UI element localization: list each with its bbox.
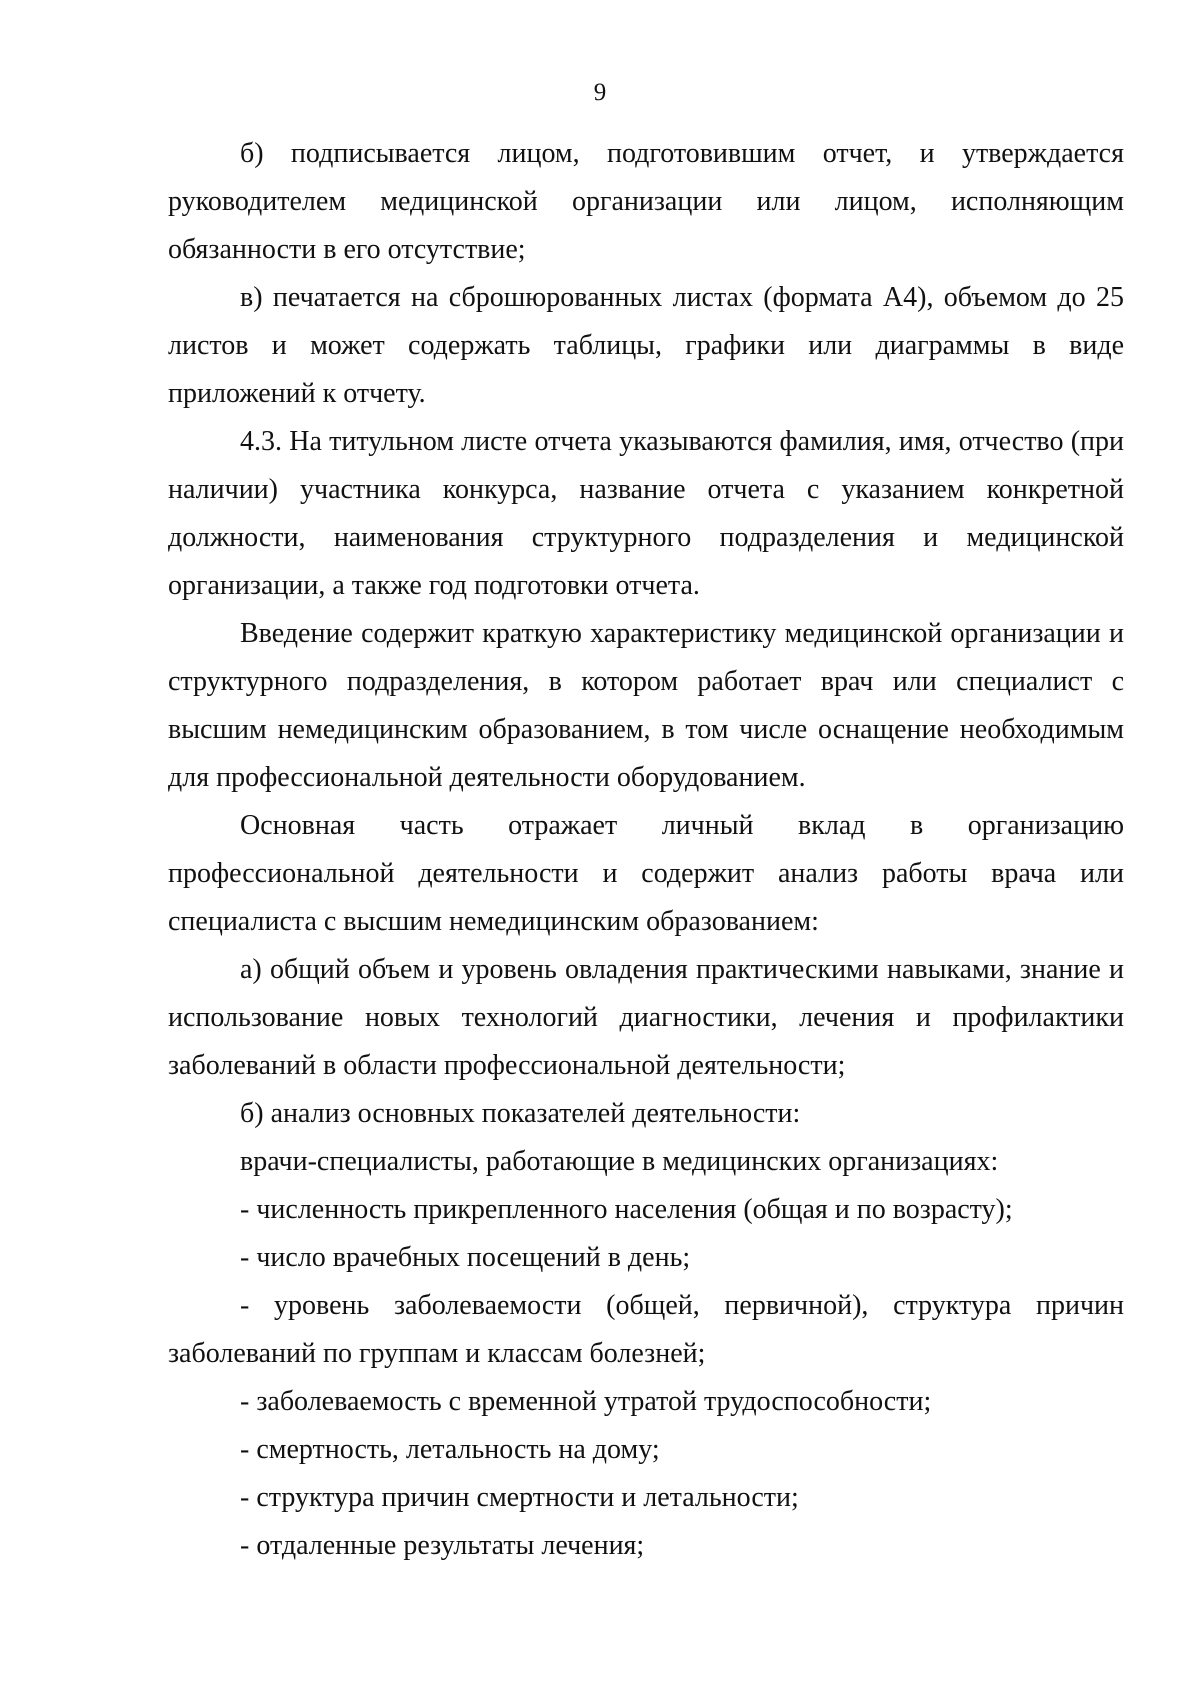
list-item: - число врачебных посещений в день;	[240, 1242, 691, 1273]
paragraph-a-practical-skills: а) общий объем и уровень овладения практическими навыками, знание и использование новых технологий диагностики, лечения и профилактики заболеваний в области профессиональной деятельности;	[168, 954, 1124, 1081]
paragraph-v-printing: в) печатается на сброшюрованных листах (формата А4), объемом до 25 листов и может содержать таблицы, графики или диаграммы в виде приложений к отчету.	[168, 282, 1124, 409]
list-item: - структура причин смертности и летальности;	[240, 1482, 799, 1513]
paragraph-b-signing: б) подписывается лицом, подготовившим отчет, и утверждается руководителем медицинской организации или лицом, исполняющим обязанности в его отсутствие;	[168, 138, 1124, 265]
document-body	[168, 130, 1124, 1570]
list-item: - заболеваемость с временной утратой трудоспособности;	[240, 1386, 932, 1417]
paragraph-4-3-title-page: 4.3. На титульном листе отчета указываются фамилия, имя, отчество (при наличии) участника конкурса, название отчета с указанием конкретной должности, наименования структурного подразделения и медицинской организации, а также год подготовки отчета.	[168, 426, 1124, 601]
list-item: - численность прикрепленного населения (общая и по возрасту);	[240, 1194, 1013, 1225]
list-item: - отдаленные результаты лечения;	[240, 1530, 645, 1561]
paragraph-main-part: Основная часть отражает личный вклад в организацию профессиональной деятельности и содержит анализ работы врача или специалиста с высшим немедицинским образованием:	[168, 810, 1124, 937]
page-number: 9	[593, 79, 607, 106]
paragraph-b-indicators: б) анализ основных показателей деятельности:	[240, 1098, 801, 1129]
list-item: - уровень заболеваемости (общей, первичной), структура причин заболеваний по группам и классам болезней;	[168, 1290, 1124, 1369]
list-item: - смертность, летальность на дому;	[240, 1434, 660, 1465]
paragraph-specialists: врачи-специалисты, работающие в медицинских организациях:	[240, 1146, 999, 1177]
paragraph-introduction: Введение содержит краткую характеристику медицинской организации и структурного подразделения, в котором работает врач или специалист с высшим немедицинским образованием, в том числе оснащение необходимым для профессиональной деятельности оборудованием.	[168, 618, 1124, 793]
